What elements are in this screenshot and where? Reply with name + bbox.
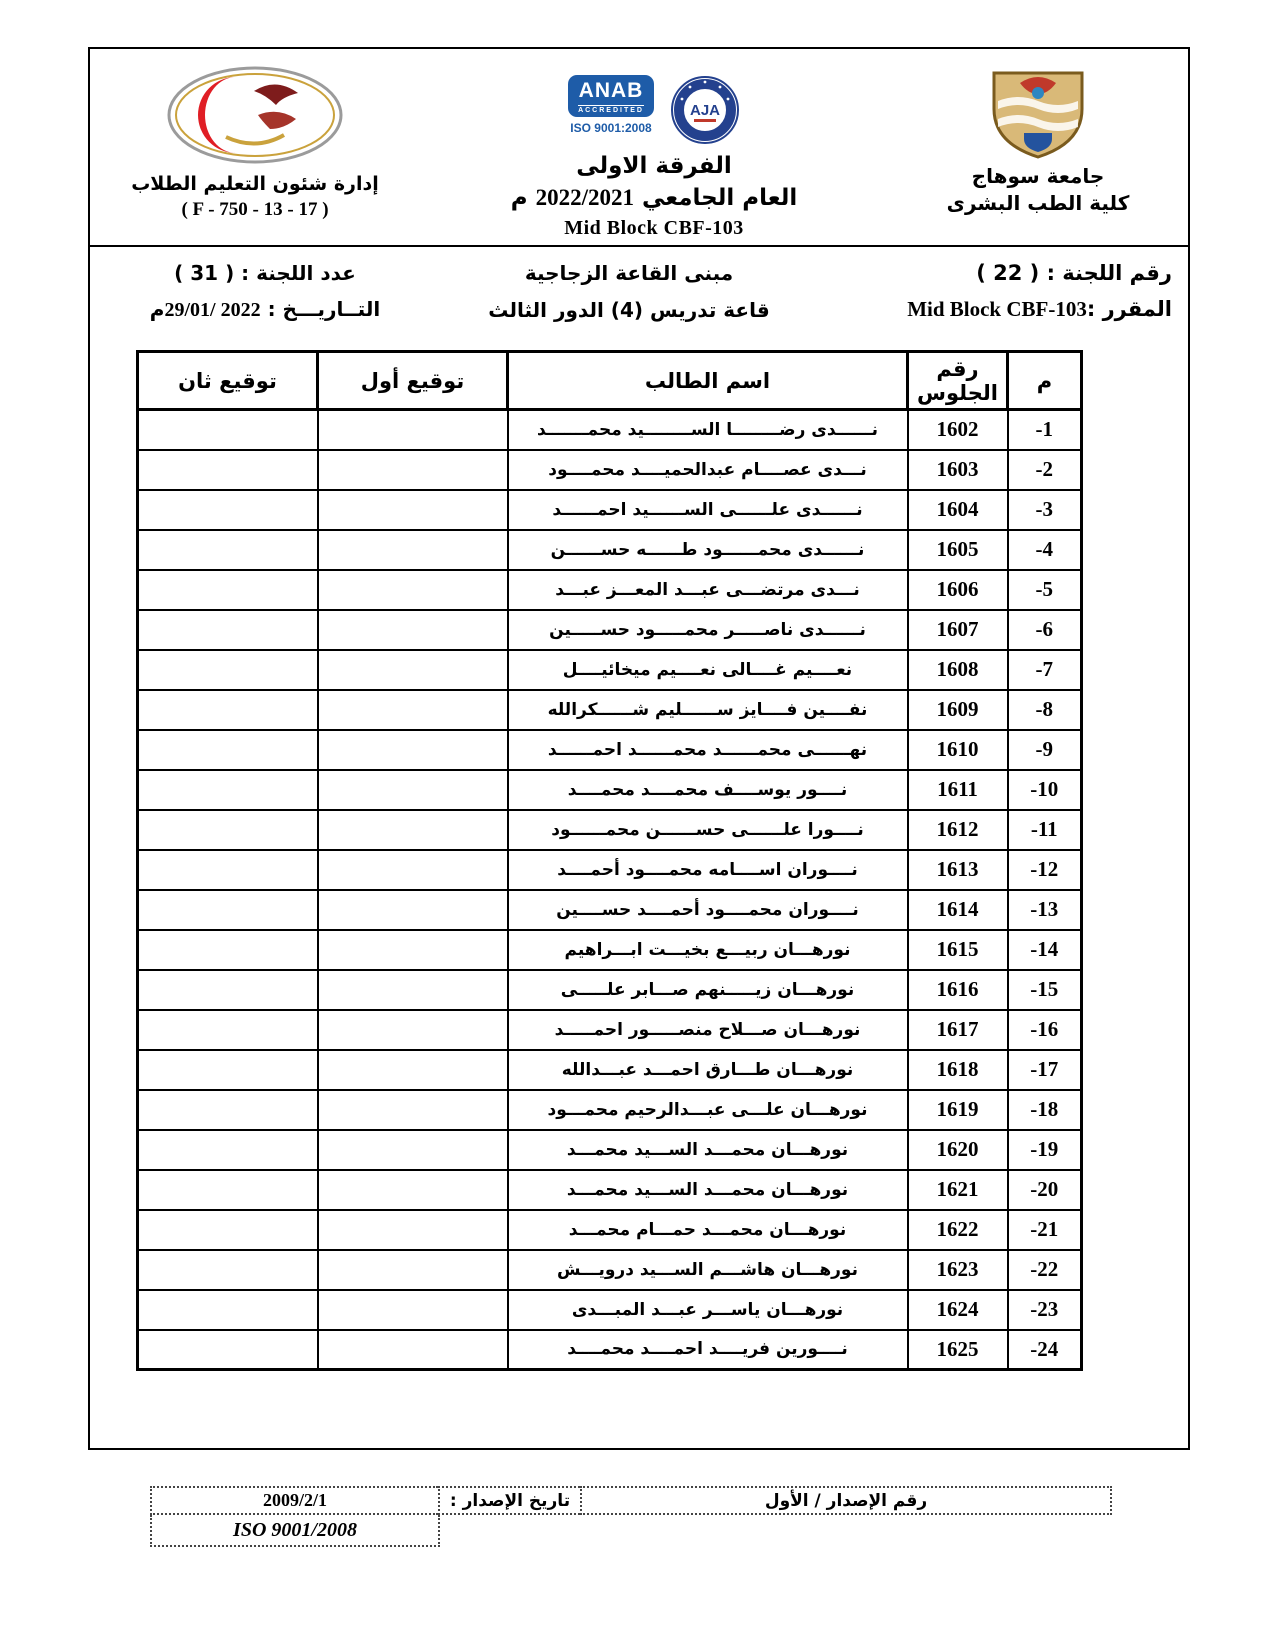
table-header-row [138,352,1082,410]
row-number: -24 [1008,1330,1082,1370]
iso-label: ISO 9001/2008 [151,1514,439,1546]
academic-year-label: العام الجامعي [642,185,798,211]
student-row [138,410,1082,450]
seat-number: 1605 [908,530,1008,570]
student-name: نورهـــان هاشـــم الســـيد درويـــش [508,1250,908,1290]
anab-sublabel: ACCREDITED [578,107,644,114]
student-row [138,730,1082,770]
student-row [138,570,1082,610]
student-row [138,1090,1082,1130]
col-header-index: م [1008,352,1082,410]
seat-number: 1611 [908,770,1008,810]
second-signature-cell [138,490,318,530]
first-signature-cell [318,450,508,490]
row-number: -1 [1008,410,1082,450]
first-signature-cell [318,690,508,730]
certification-logos [568,75,740,145]
second-signature-cell [138,770,318,810]
exam-info-right [828,261,1178,350]
student-name: نـــدى عصــــام عبدالحميــــد محمــــود [508,450,908,490]
first-signature-cell [318,1170,508,1210]
student-name: نــــــدى رضــــــــا الســــــــيد محمـــــــد [508,410,908,450]
row-number: -8 [1008,690,1082,730]
first-signature-cell [318,1010,508,1050]
academic-year-suffix: م [510,185,528,211]
first-signature-cell [318,1330,508,1370]
document-header [90,49,1188,247]
student-name: نورهـــان علـــى عبـــدالرحيم محمـــود [508,1090,908,1130]
student-row [138,1170,1082,1210]
student-row [138,1330,1082,1370]
first-signature-cell [318,1250,508,1290]
second-signature-cell [138,610,318,650]
row-number: -18 [1008,1090,1082,1130]
student-row [138,1250,1082,1290]
student-name: نـــدى مرتضـــى عبـــد المعـــز عبـــد [508,570,908,610]
form-code: ( F - 750 - 13 - 17 ) [181,199,329,220]
exam-hall: قاعة تدريس (4) الدور الثالث [488,298,770,322]
second-signature-cell [138,1170,318,1210]
footer-row-issue [151,1487,1111,1514]
row-number: -9 [1008,730,1082,770]
row-number: -13 [1008,890,1082,930]
student-row [138,770,1082,810]
attendance-table [136,350,1083,1371]
student-name: نــــــدى محمــــــود طــــــه حســــــن [508,530,908,570]
first-signature-cell [318,1050,508,1090]
first-signature-cell [318,610,508,650]
second-signature-cell [138,570,318,610]
first-signature-cell [318,890,508,930]
committee-number: رقم اللجنة : ( 22 ) [976,261,1172,285]
seat-number: 1615 [908,930,1008,970]
student-name: نورهـــان ربيـــع بخيـــت ابـــراهيم [508,930,908,970]
student-name: نورهـــان طـــارق احمـــد عبـــدالله [508,1050,908,1090]
seat-number: 1617 [908,1010,1008,1050]
seat-number: 1606 [908,570,1008,610]
row-number: -5 [1008,570,1082,610]
row-number: -7 [1008,650,1082,690]
row-number: -17 [1008,1050,1082,1090]
exam-info-center [430,261,828,350]
second-signature-cell [138,890,318,930]
first-signature-cell [318,810,508,850]
row-number: -21 [1008,1210,1082,1250]
col-header-name: اسم الطالب [508,352,908,410]
second-signature-cell [138,850,318,890]
faculty-logo-icon [166,65,344,165]
first-signature-cell [318,970,508,1010]
exam-date-value: 29/01/ 2022 [164,299,261,321]
student-name: نهــــــى محمــــــد محمــــــد احمــــــد [508,730,908,770]
seat-number: 1608 [908,650,1008,690]
issue-date-label: تاريخ الإصدار : [439,1487,581,1514]
aja-label: AJA [689,102,720,119]
seat-number: 1624 [908,1290,1008,1330]
student-row [138,1290,1082,1330]
first-signature-cell [318,1290,508,1330]
anab-logo [568,75,654,135]
student-row [138,610,1082,650]
row-number: -22 [1008,1250,1082,1290]
footer-row-iso [151,1514,1111,1546]
first-signature-cell [318,1210,508,1250]
exam-info-band [90,247,1188,350]
second-signature-cell [138,970,318,1010]
seat-number: 1621 [908,1170,1008,1210]
second-signature-cell [138,1130,318,1170]
row-number: -6 [1008,610,1082,650]
student-name: نــــور يوســــف محمــــد محمــــد [508,770,908,810]
first-signature-cell [318,410,508,450]
second-signature-cell [138,650,318,690]
second-signature-cell [138,1290,318,1330]
department-block [90,49,420,245]
student-name: نــــــدى علــــــى الســــــيد احمــــــد [508,490,908,530]
seat-number: 1610 [908,730,1008,770]
aja-logo [670,75,740,145]
academic-year-value: 2022/2021 [535,185,635,210]
student-name: نــــوران اســــامه محمــــود أحمــــد [508,850,908,890]
second-signature-cell [138,1330,318,1370]
student-name: نــــورين فريــــد احمــــد محمــــد [508,1330,908,1370]
col-header-signature-2: توقيع ثان [138,352,318,410]
seat-number: 1623 [908,1250,1008,1290]
col-header-signature-1: توقيع أول [318,352,508,410]
department-name: إدارة شئون التعليم الطلاب [131,173,379,195]
seat-number: 1625 [908,1330,1008,1370]
student-name: نورهـــان زيـــــنهم صـــابر علـــــى [508,970,908,1010]
second-signature-cell [138,1250,318,1290]
row-number: -20 [1008,1170,1082,1210]
seat-number: 1620 [908,1130,1008,1170]
course-label: المقرر : [1086,297,1172,321]
student-row [138,1210,1082,1250]
second-signature-cell [138,1210,318,1250]
student-row [138,930,1082,970]
university-block [888,49,1188,245]
student-row [138,450,1082,490]
header-center-block [420,49,888,245]
seat-number: 1622 [908,1210,1008,1250]
exam-info-left [100,261,430,350]
col-header-seat: رقم الجلوس [908,352,1008,410]
student-name: نعــــيم غــــالى نعــــيم ميخائيــــل [508,650,908,690]
academic-year [511,185,798,211]
second-signature-cell [138,930,318,970]
seat-number: 1603 [908,450,1008,490]
second-signature-cell [138,1010,318,1050]
student-row [138,1050,1082,1090]
seat-number: 1609 [908,690,1008,730]
student-name: نورهـــان محمـــد الســـيد محمـــد [508,1130,908,1170]
anab-iso-label: ISO 9001:2008 [570,121,652,135]
block-title: Mid Block CBF-103 [564,217,744,239]
issue-number: رقم الإصدار / الأول [581,1487,1111,1514]
row-number: -4 [1008,530,1082,570]
committee-count: عدد اللجنة : ( 31 ) [174,261,356,285]
second-signature-cell [138,690,318,730]
row-number: -12 [1008,850,1082,890]
seat-number: 1614 [908,890,1008,930]
first-signature-cell [318,490,508,530]
faculty-name: كلية الطب البشرى [946,191,1130,215]
grade-title: الفرقة الاولى [576,153,732,179]
row-number: -11 [1008,810,1082,850]
first-signature-cell [318,1090,508,1130]
second-signature-cell [138,730,318,770]
student-name: نورهـــان صـــلاح منصـــــور احمـــــد [508,1010,908,1050]
student-name: نورهـــان ياســـر عبـــد المبـــدى [508,1290,908,1330]
course-value: Mid Block CBF-103 [907,297,1087,321]
seat-number: 1607 [908,610,1008,650]
seat-number: 1619 [908,1090,1008,1130]
first-signature-cell [318,730,508,770]
second-signature-cell [138,1090,318,1130]
row-number: -3 [1008,490,1082,530]
student-name: نورهـــان محمـــد حمـــام محمـــد [508,1210,908,1250]
roster-body [138,410,1082,1370]
student-row [138,650,1082,690]
first-signature-cell [318,930,508,970]
row-number: -19 [1008,1130,1082,1170]
student-row [138,490,1082,530]
student-row [138,1010,1082,1050]
first-signature-cell [318,1130,508,1170]
second-signature-cell [138,1050,318,1090]
student-row [138,890,1082,930]
student-name: نورهـــان محمـــد الســـيد محمـــد [508,1170,908,1210]
university-shield-icon [990,69,1086,161]
footer-empty-cell [439,1514,1111,1546]
student-row [138,1130,1082,1170]
row-number: -10 [1008,770,1082,810]
second-signature-cell [138,450,318,490]
exam-building: مبنى القاعة الزجاجية [524,261,734,285]
exam-date-label: التــاريـــخ : [267,297,381,321]
second-signature-cell [138,410,318,450]
university-name: جامعة سوهاج [971,164,1105,188]
student-row [138,530,1082,570]
first-signature-cell [318,770,508,810]
row-number: -14 [1008,930,1082,970]
course-line [828,297,1172,322]
row-number: -16 [1008,1010,1082,1050]
first-signature-cell [318,850,508,890]
seat-number: 1618 [908,1050,1008,1090]
seat-number: 1613 [908,850,1008,890]
seat-number: 1616 [908,970,1008,1010]
student-name: نفــــين فــــايز ســــــليم شــــــكرالله [508,690,908,730]
student-row [138,810,1082,850]
exam-date [100,297,430,322]
student-name: نــــــدى ناصـــــر محمـــــود حســـــين [508,610,908,650]
first-signature-cell [318,650,508,690]
document-frame [88,47,1190,1450]
seat-number: 1604 [908,490,1008,530]
first-signature-cell [318,530,508,570]
row-number: -2 [1008,450,1082,490]
anab-label: ANAB [578,79,644,102]
first-signature-cell [318,570,508,610]
student-name: نــــوران محمــــود أحمــــد حســــين [508,890,908,930]
student-name: نــــورا علــــــى حســــــن محمــــــود [508,810,908,850]
anab-badge [568,75,654,117]
student-row [138,970,1082,1010]
row-number: -15 [1008,970,1082,1010]
seat-number: 1612 [908,810,1008,850]
footer-table [150,1486,1112,1547]
seat-number: 1602 [908,410,1008,450]
second-signature-cell [138,810,318,850]
student-row [138,850,1082,890]
second-signature-cell [138,530,318,570]
student-row [138,690,1082,730]
issue-date-value: 2009/2/1 [151,1487,439,1514]
row-number: -23 [1008,1290,1082,1330]
exam-date-suffix: م [149,297,165,321]
